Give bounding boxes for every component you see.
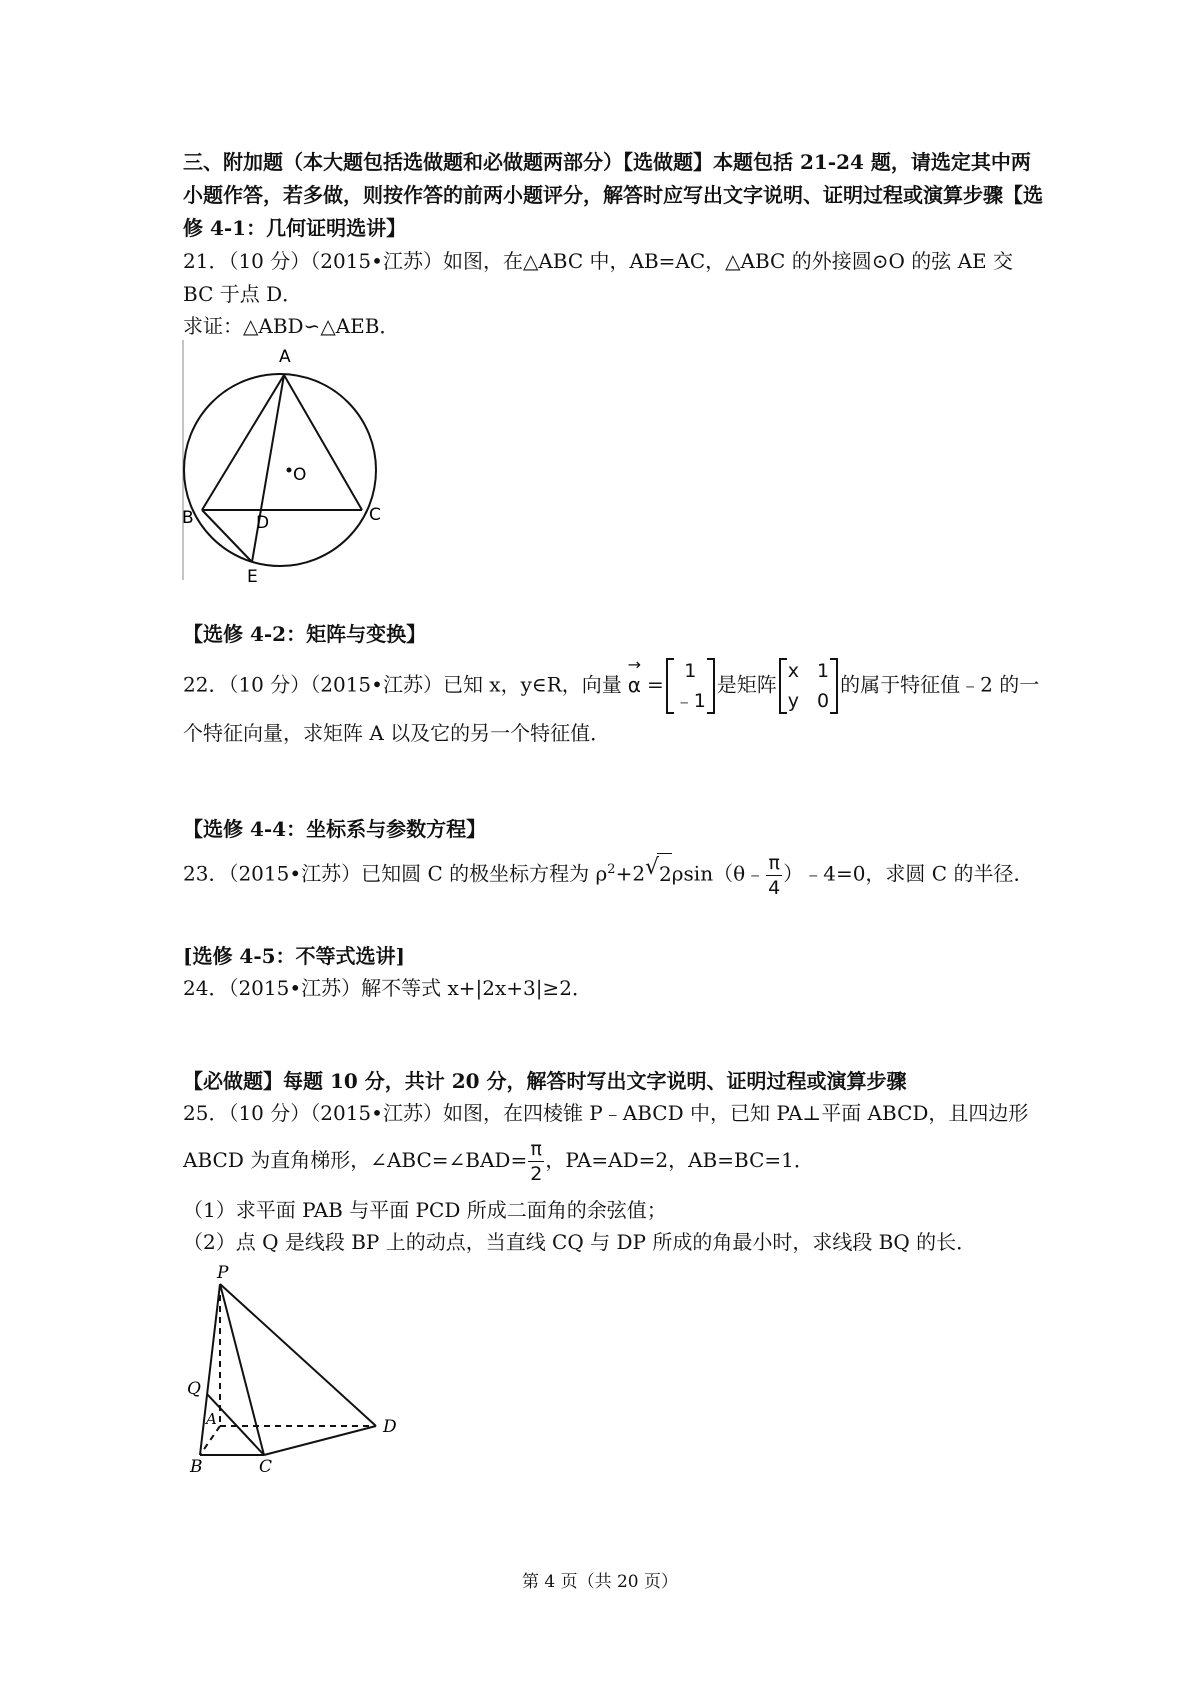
vector-column [666, 656, 715, 716]
matrix-entry: 0 [817, 690, 830, 712]
label-C: C [259, 1457, 273, 1472]
label-P: P [217, 1263, 229, 1283]
matrix-A [779, 656, 838, 716]
question-22-text: 22．（10 分）（2015•江苏）已知 x，y∈R，向量→ α = 1 ﹣1 是矩阵 x 1 y 0 的属于特征值﹣2 的一个特征向量，求矩阵 A 以及它的另一个特征值． [183, 656, 1043, 750]
page-footer: 第 4 页（共 20 页） [521, 1572, 679, 1592]
label-A: A [279, 347, 291, 367]
question-23-text [183, 850, 1043, 900]
fraction-pi-4 [766, 851, 782, 900]
question-22-heading: 【选修 4-2：矩阵与变换】 [183, 622, 427, 646]
question-24-heading: [选修 4-5：不等式选讲] [183, 944, 406, 968]
circle-triangle-diagram [180, 340, 410, 590]
fraction-numerator: π [766, 851, 782, 876]
question-25-sub2: （2）点 Q 是线段 BP 上的动点，当直线 CQ 与 DP 所成的角最小时，求线段 BQ 的长． [183, 1230, 977, 1254]
question-22-mid: 是矩阵 [716, 672, 777, 697]
question-25-sub1: （1）求平面 PAB 与平面 PCD 所成二面角的余弦值； [183, 1198, 667, 1222]
label-Q: Q [187, 1379, 201, 1399]
question-25-line1: 25．（10 分）（2015•江苏）如图，在四棱锥 P﹣ABCD 中，已知 PA⊥平面 ABCD，且四边形 [183, 1101, 1029, 1125]
question-25-heading: 【必做题】每题 10 分，共计 20 分，解答时写出文字说明、证明过程或演算步骤 [183, 1069, 907, 1093]
question-23-mid2: ρsin（θ﹣ [671, 861, 766, 886]
label-D: D [383, 1417, 397, 1437]
question-24-text: 24．（2015•江苏）解不等式 x+|2x+3|≥2． [183, 976, 592, 1000]
sqrt-2: √ 2 [657, 853, 672, 894]
fraction-pi-2 [528, 1137, 544, 1186]
question-21-prove: 求证：△ABD∽△AEB． [183, 314, 400, 338]
matrix-entry: 1 [817, 660, 830, 682]
fraction-numerator: π [528, 1137, 544, 1162]
label-C: C [369, 505, 381, 525]
label-B: B [190, 1457, 203, 1472]
question-25-line2-pre: ABCD 为直角梯形，∠ABC=∠BAD= [183, 1148, 528, 1172]
vector-alpha: → α [622, 668, 647, 702]
question-22-post: 的属于特征值﹣2 的一个特征向量，求矩阵 A 以及它的另一个特征值． [183, 672, 1040, 745]
label-D: D [256, 513, 270, 533]
question-23-post: ）﹣4=0，求圆 C 的半径． [783, 861, 1034, 886]
question-22-pre: 22．（10 分）（2015•江苏）已知 x，y∈R，向量 [183, 672, 622, 697]
pyramid-diagram [180, 1262, 420, 1472]
question-21-text: 21．（10 分）（2015•江苏）如图，在△ABC 中，AB=AC，△ABC 的外接圆⊙O 的弦 AE 交 BC 于点 D． [183, 249, 1013, 306]
question-23-heading: 【选修 4-4：坐标系与参数方程】 [183, 817, 487, 841]
fraction-denominator: 2 [530, 1163, 543, 1185]
matrix-entry: y [787, 690, 800, 712]
label-A: A [206, 1410, 217, 1428]
question-25-line2 [183, 1137, 1043, 1186]
matrix-entry: x [787, 660, 800, 682]
question-23-mid1: +2 [615, 861, 646, 886]
fraction-denominator: 4 [768, 876, 781, 899]
label-B: B [182, 508, 194, 528]
vector-entry: 1 [684, 660, 697, 682]
label-E: E [247, 567, 258, 587]
question-23-pre: 23．（2015•江苏）已知圆 C 的极坐标方程为 ρ [183, 861, 608, 886]
vector-entry: ﹣1 [674, 690, 706, 712]
question-25-line2-post: ，PA=AD=2，AB=BC=1． [545, 1148, 814, 1172]
question-23-sup: 2 [607, 862, 616, 877]
label-O: O [293, 465, 307, 485]
section-header: 三、附加题（本大题包括选做题和必做题两部分）【选做题】本题包括 21-24 题，请选定其中两小题作答，若多做，则按作答的前两小题评分，解答时应写出文字说明、证明过程或演算步骤【选修 4-1：几何证明选讲】 [183, 150, 1043, 240]
